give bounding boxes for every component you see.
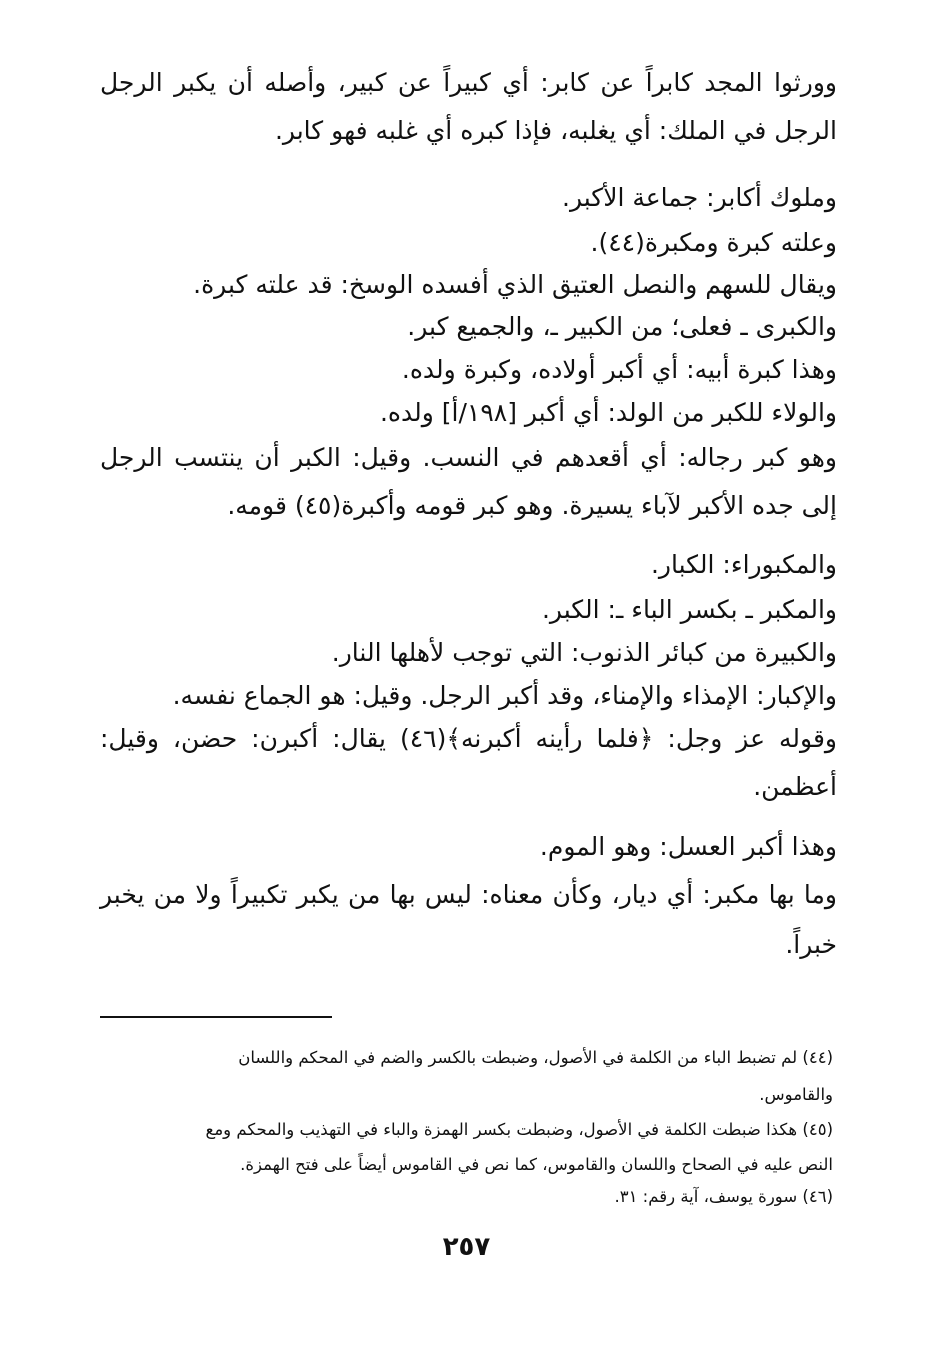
body-line: أعظمن. xyxy=(753,772,837,801)
body-line: ويقال للسهم والنصل العتيق الذي أفسده الوسخ: قد علته كبرة. xyxy=(193,270,837,299)
body-line: والولاء للكبر من الولد: أي أكبر [١٩٨/أ] ولده. xyxy=(379,398,837,427)
body-line: وعلته كبرة ومكبرة(٤٤). xyxy=(590,228,837,257)
body-line: والإكبار: الإمذاء والإمناء، وقد أكبر الرجل. وقيل: هو الجماع نفسه. xyxy=(172,681,837,710)
body-line: وملوك أكابر: جماعة الأكبر. xyxy=(562,183,837,212)
body-line: وقوله عز وجل: ﴿فلما رأينه أكبرنه﴾(٤٦) يقال: أكبرن: حضن، وقيل: xyxy=(100,724,837,753)
footnote-line: والقاموس. xyxy=(759,1085,833,1104)
body-line: والكبيرة من كبائر الذنوب: التي توجب لأهلها النار. xyxy=(331,638,837,667)
body-line: إلى جده الأكبر لآباء يسيرة. وهو كبر قومه وأكبرة(٤٥) قومه. xyxy=(227,491,837,520)
footnote-line: (٤٦) سورة يوسف، آية رقم: ٣١. xyxy=(614,1187,833,1206)
body-line: والكبرى ـ فعلى؛ من الكبير ـ، والجميع كبر. xyxy=(407,312,837,341)
body-line: وهذا كبرة أبيه: أي أكبر أولاده، وكبرة ولده. xyxy=(401,355,837,384)
body-line: وورثوا المجد كابراً عن كابر: أي كبيراً عن كبير، وأصله أن يكبر الرجل xyxy=(100,68,837,97)
body-line: وهذا أكبر العسل: وهو الموم. xyxy=(539,832,837,861)
body-line: والمكبر ـ بكسر الباء ـ: الكبر. xyxy=(541,595,837,624)
body-line: والمكبوراء: الكبار. xyxy=(650,550,837,579)
footnote-line: النص عليه في الصحاح واللسان والقاموس، كما نص في القاموس أيضاً على فتح الهمزة. xyxy=(240,1155,833,1174)
page-number: ٢٥٧ xyxy=(442,1232,491,1262)
footnote-line: (٤٤) لم تضبط الباء من الكلمة في الأصول، وضبطت بالكسر والضم في المحكم واللسان xyxy=(238,1048,833,1067)
body-line: وما بها مكبر: أي ديار، وكأن معناه: ليس بها من يكبر تكبيراً ولا من يخبر xyxy=(100,880,837,909)
footnote-line: (٤٥) هكذا ضبطت الكلمة في الأصول، وضبطت بكسر الهمزة والباء في التهذيب والمحكم ومع xyxy=(205,1120,833,1139)
body-line: خبراً. xyxy=(785,930,837,959)
footnote-separator xyxy=(100,1016,332,1018)
body-line: الرجل في الملك: أي يغلبه، فإذا كبره أي غلبه فهو كابر. xyxy=(274,116,837,145)
body-line: وهو كبر رجاله: أي أقعدهم في النسب. وقيل: الكبر أن ينتسب الرجل xyxy=(100,443,837,472)
